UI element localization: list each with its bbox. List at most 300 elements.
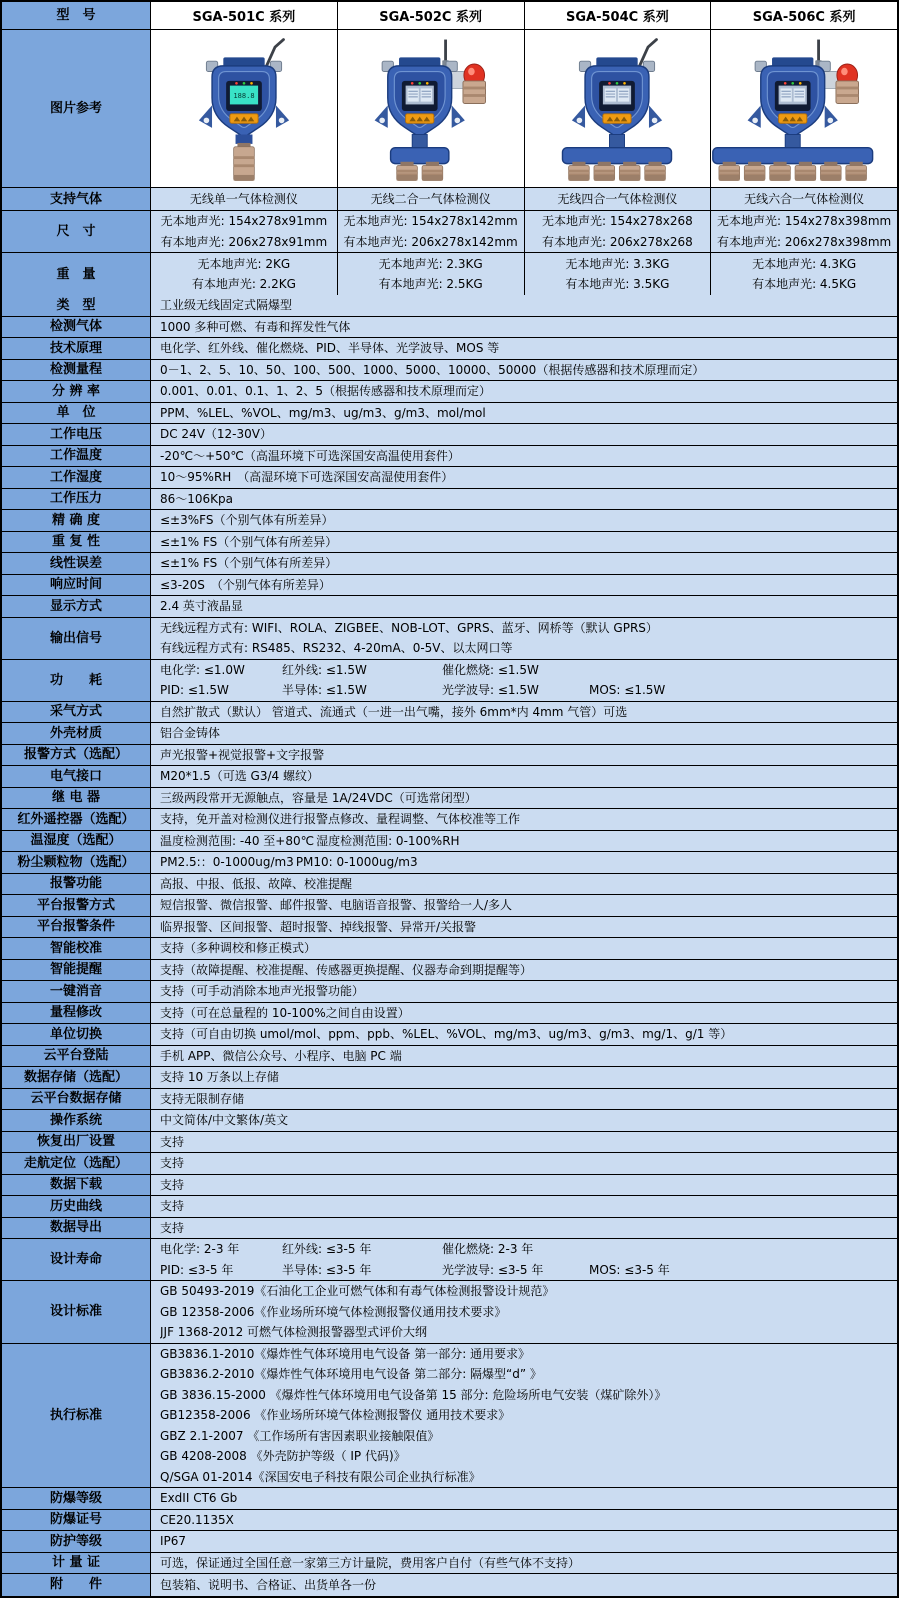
row-value — [150, 467, 897, 488]
spec-row-25 — [2, 874, 897, 896]
spec-row-37 — [2, 1132, 897, 1154]
row-value — [150, 723, 897, 744]
spec-line — [160, 532, 888, 553]
row-value — [150, 295, 897, 316]
row-value — [150, 1281, 897, 1343]
row-label: 计 量 证 — [2, 1553, 150, 1574]
spec-row-16 — [2, 660, 897, 702]
row-label: 精 确 度 — [2, 510, 150, 531]
row-value — [150, 532, 897, 553]
compare-cells — [150, 253, 897, 295]
spec-line — [160, 745, 888, 766]
spec-row-4 — [2, 381, 897, 403]
row-label: 粉尘颗粒物（选配） — [2, 852, 150, 873]
spec-row-23 — [2, 831, 897, 853]
image-row — [2, 30, 897, 188]
row-label: 智能校准 — [2, 938, 150, 959]
spec-segment: CE20.1135X — [160, 1512, 234, 1527]
spec-line — [160, 338, 888, 359]
spec-line — [160, 1553, 888, 1574]
compare-cell-line: 有本地声光: 206x278x398mm — [717, 234, 892, 249]
spec-line — [160, 403, 888, 424]
row-value — [150, 381, 897, 402]
compare-cell — [337, 188, 524, 210]
header-model-3 — [710, 2, 897, 29]
compare-rows — [2, 188, 897, 295]
row-label: 功 耗 — [2, 660, 150, 701]
compare-cell — [710, 253, 897, 295]
row-label: 防爆等级 — [2, 1488, 150, 1509]
compare-cell-line: 无本地声光: 2KG — [197, 256, 291, 271]
row-label: 平台报警条件 — [2, 917, 150, 938]
row-label: 继 电 器 — [2, 788, 150, 809]
image-cell-sga-506c — [710, 30, 897, 187]
spec-line — [160, 1281, 888, 1302]
row-value — [150, 575, 897, 596]
row-label: 防护等级 — [2, 1531, 150, 1552]
row-value — [150, 1153, 897, 1174]
spec-line — [160, 446, 888, 467]
spec-segment: 86～106Kpa — [160, 491, 234, 506]
spec-row-43 — [2, 1281, 897, 1344]
spec-row-47 — [2, 1531, 897, 1553]
compare-cell-line: 无本地声光: 154x278x398mm — [717, 214, 892, 228]
spec-line — [160, 360, 888, 381]
spec-segment: 支持（可在总量程的 10-100%之间自由设置） — [160, 1005, 410, 1020]
row-value — [150, 766, 897, 787]
row-label: 走航定位（选配） — [2, 1153, 150, 1174]
compare-cell-line: 有本地声光: 2.5KG — [378, 277, 483, 291]
spec-row-27 — [2, 917, 897, 939]
spec-line — [160, 575, 888, 596]
spec-line — [160, 553, 888, 574]
spec-segment: ≤±1% FS（个别气体有所差异） — [160, 556, 338, 570]
row-label: 检测量程 — [2, 360, 150, 381]
spec-row-14 — [2, 596, 897, 618]
spec-row-34 — [2, 1067, 897, 1089]
row-label: 电气接口 — [2, 766, 150, 787]
row-label: 工作湿度 — [2, 467, 150, 488]
spec-segment: 支持 — [160, 1199, 185, 1213]
compare-cell — [524, 253, 711, 295]
spec-line — [160, 1344, 888, 1365]
row-value — [150, 1574, 897, 1596]
spec-line — [160, 660, 888, 681]
spec-row-11 — [2, 532, 897, 554]
spec-row-49 — [2, 1574, 897, 1596]
spec-line — [160, 1446, 888, 1467]
row-label: 单位切换 — [2, 1024, 150, 1045]
compare-cell — [337, 211, 524, 252]
spec-segment: PID: ≤1.5W — [160, 683, 229, 697]
spec-segment: 支持（多种调校和修正模式） — [160, 941, 317, 955]
spec-row-19 — [2, 745, 897, 767]
spec-line — [160, 1175, 888, 1196]
spec-segment: 支持 — [160, 1177, 185, 1192]
spec-line — [160, 702, 888, 723]
spec-line — [160, 596, 888, 617]
spec-segment: GB12358-2006 《作业场所环境气体检测报警仪 通用技术要求》 — [160, 1408, 511, 1422]
spec-segment: 有线远程方式有: RS485、RS232、4-20mA、0-5V、以太网口等 — [160, 641, 513, 655]
spec-segment: 红外线: ≤3-5 年 — [282, 1242, 372, 1256]
compare-cell-line: 有本地声光: 206x278x91mm — [160, 234, 328, 249]
compare-cell — [150, 211, 337, 252]
spec-segment: PM10: 0-1000ug/m3 — [295, 855, 418, 869]
spec-segment: 支持，免开盖对检测仪进行报警点修改、量程调整、气体校准等工作 — [160, 812, 521, 826]
compare-cell-line: 有本地声光: 4.5KG — [752, 277, 857, 291]
spec-segment: 2.4 英寸液晶显 — [160, 599, 243, 613]
spec-row-20 — [2, 766, 897, 788]
spec-line — [160, 1067, 888, 1088]
spec-line — [160, 381, 888, 402]
spec-segment: ≤±1% FS（个别气体有所差异） — [160, 534, 338, 549]
spec-line — [160, 1385, 888, 1406]
spec-segment: 催化燃烧: ≤1.5W — [442, 662, 539, 677]
spec-segment: Q/SGA 01-2014《深国安电子科技有限公司企业执行标准》 — [160, 1469, 481, 1484]
row-value — [150, 660, 897, 701]
spec-line — [160, 680, 888, 701]
spec-row-13 — [2, 575, 897, 597]
spec-row-8 — [2, 467, 897, 489]
spec-segment: MOS: ≤3-5 年 — [589, 1262, 670, 1277]
device-image-sga-504c — [522, 35, 712, 185]
spec-line — [160, 852, 888, 873]
spec-segment: 半导体: ≤1.5W — [282, 683, 367, 697]
row-value — [150, 788, 897, 809]
compare-cell — [710, 211, 897, 252]
spec-row-30 — [2, 981, 897, 1003]
spec-segment: 中文简体/中文繁体/英文 — [160, 1113, 289, 1127]
header-model-2 — [524, 2, 711, 29]
row-label: 响应时间 — [2, 575, 150, 596]
spec-row-38 — [2, 1153, 897, 1175]
spec-segment: 支持无限制存储 — [160, 1091, 245, 1106]
spec-line — [160, 723, 888, 744]
device-images — [150, 30, 897, 187]
spec-segment: ≤±3%FS（个别气体有所差异） — [160, 513, 334, 527]
row-value — [150, 702, 897, 723]
compare-cell — [337, 253, 524, 295]
spec-line — [160, 1488, 888, 1509]
row-value — [150, 1110, 897, 1131]
spec-line — [160, 1003, 888, 1024]
row-value — [150, 1024, 897, 1045]
row-label: 外壳材质 — [2, 723, 150, 744]
spec-segment: 湿度检测范围: 0-100%RH — [316, 833, 460, 848]
row-label: 红外遥控器（选配） — [2, 809, 150, 830]
spec-line — [160, 1089, 888, 1110]
header-model-0 — [150, 2, 337, 29]
spec-row-9 — [2, 489, 897, 511]
spec-row-48 — [2, 1553, 897, 1575]
spec-line — [160, 467, 888, 488]
spec-row-36 — [2, 1110, 897, 1132]
row-value — [150, 960, 897, 981]
compare-cell-line: 无线单一气体检测仪 — [189, 191, 298, 206]
spec-row-31 — [2, 1003, 897, 1025]
row-label: 云平台登陆 — [2, 1046, 150, 1067]
spec-line — [160, 1196, 888, 1217]
spec-line — [160, 895, 888, 916]
spec-row-5 — [2, 403, 897, 425]
spec-segment: 支持（故障提醒、校准提醒、传感器更换提醒、仪器寿命到期提醒等） — [160, 962, 533, 977]
compare-cell — [710, 188, 897, 210]
spec-row-39 — [2, 1175, 897, 1197]
spec-row-3 — [2, 360, 897, 382]
image-cell-sga-504c — [524, 30, 711, 187]
row-label: 防爆证号 — [2, 1510, 150, 1531]
compare-cell-line: 无线四合一气体检测仪 — [557, 191, 678, 206]
compare-cell-line: 无线六合一气体检测仪 — [744, 191, 865, 206]
row-value — [150, 1344, 897, 1488]
row-value — [150, 938, 897, 959]
spec-segment: 10～95%RH （高湿环境下可选深国安高湿使用套件） — [160, 470, 454, 484]
spec-segment: GBZ 2.1-2007 《工作场所有害因素职业接触限值》 — [160, 1428, 440, 1443]
spec-row-6 — [2, 424, 897, 446]
row-label: 分 辨 率 — [2, 381, 150, 402]
compare-cell-line: 有本地声光: 206x278x142mm — [343, 234, 518, 249]
spec-segment: 自然扩散式（默认） 管道式、流通式（一进一出气嘴，接外 6mm*内 4mm 气管）可选 — [160, 704, 628, 719]
row-label: 技术原理 — [2, 338, 150, 359]
compare-cell-line: 无本地声光: 154x278x142mm — [343, 214, 518, 228]
spec-row-10 — [2, 510, 897, 532]
row-label: 显示方式 — [2, 596, 150, 617]
row-value — [150, 1132, 897, 1153]
row-label: 支持气体 — [2, 188, 150, 210]
compare-cell-line: 有本地声光: 2.2KG — [191, 277, 296, 291]
row-value — [150, 317, 897, 338]
row-label: 平台报警方式 — [2, 895, 150, 916]
row-label: 报警方式（选配） — [2, 745, 150, 766]
spec-row-42 — [2, 1239, 897, 1281]
compare-cells — [150, 188, 897, 210]
spec-segment: 0－1、2、5、10、50、100、500、1000、5000、10000、50000（根据传感器和技术原理而定） — [160, 362, 705, 377]
compare-cell-line: 无本地声光: 3.3KG — [565, 256, 670, 271]
spec-row-7 — [2, 446, 897, 468]
row-label: 一键消音 — [2, 981, 150, 1002]
row-value — [150, 895, 897, 916]
spec-line — [160, 1531, 888, 1552]
header-model-text: SGA-502C 系列 — [379, 10, 482, 25]
header-model-label: 型 号 — [2, 2, 150, 29]
row-value — [150, 1196, 897, 1217]
row-label: 报警功能 — [2, 874, 150, 895]
row-value — [150, 874, 897, 895]
spec-line — [160, 809, 888, 830]
header-models — [150, 2, 897, 29]
row-value — [150, 338, 897, 359]
compare-row-2 — [2, 253, 897, 295]
spec-row-45 — [2, 1488, 897, 1510]
spec-segment: ExdII CT6 Gb — [160, 1491, 238, 1505]
spec-segment: 临界报警、区间报警、超时报警、掉线报警、异常开/关报警 — [160, 919, 477, 934]
spec-segment: GB3836.2-2010《爆炸性气体环境用电气设备 第二部分: 隔爆型“d” 》 — [160, 1367, 542, 1381]
compare-cell-line: 无本地声光: 4.3KG — [752, 256, 857, 271]
row-label: 量程修改 — [2, 1003, 150, 1024]
spec-segment: 温度检测范围: -40 至+80℃ — [160, 833, 315, 848]
spec-segment: 电化学: 2-3 年 — [160, 1242, 240, 1256]
spec-segment: 包装箱、说明书、合格证、出货单各一份 — [160, 1577, 377, 1592]
spec-segment: 光学波导: ≤1.5W — [442, 683, 539, 697]
spec-line — [160, 510, 888, 531]
row-value — [150, 1553, 897, 1574]
row-value — [150, 1218, 897, 1239]
spec-segment: ≤3-20S （个别气体有所差异） — [160, 577, 331, 592]
spec-line — [160, 1364, 888, 1385]
spec-segment: IP67 — [160, 1534, 187, 1548]
header-model-text: SGA-506C 系列 — [752, 10, 856, 25]
spec-segment: 电化学: ≤1.0W — [160, 662, 245, 677]
row-value — [150, 745, 897, 766]
row-value — [150, 489, 897, 510]
spec-row-15 — [2, 618, 897, 660]
spec-line — [160, 831, 888, 852]
spec-segment: 工业级无线固定式隔爆型 — [160, 298, 293, 312]
compare-cell — [524, 211, 711, 252]
compare-cell-line: 无本地声光: 154x278x268 — [541, 214, 693, 228]
spec-segment: 高报、中报、低报、故障、校准提醒 — [160, 876, 353, 891]
svg-text:188.8: 188.8 — [233, 90, 255, 100]
spec-segment: PPM、%LEL、%VOL、mg/m3、ug/m3、g/m3、mol/mol — [160, 405, 486, 420]
row-value — [150, 1239, 897, 1280]
spec-row-28 — [2, 938, 897, 960]
row-label: 重 量 — [2, 253, 150, 295]
spec-line — [160, 1426, 888, 1447]
spec-line — [160, 1218, 888, 1239]
spec-row-24 — [2, 852, 897, 874]
row-label: 重 复 性 — [2, 532, 150, 553]
spec-segment: 铝合金铸体 — [160, 726, 221, 740]
row-label: 数据导出 — [2, 1218, 150, 1239]
row-label: 工作温度 — [2, 446, 150, 467]
spec-row-33 — [2, 1046, 897, 1068]
device-image-sga-506c — [709, 35, 899, 185]
spec-line — [160, 489, 888, 510]
spec-row-35 — [2, 1089, 897, 1111]
row-value — [150, 553, 897, 574]
spec-line — [160, 638, 888, 659]
spec-segment: 支持（可自由切换 umol/mol、ppm、ppb、%LEL、%VOL、mg/m3、ug/m3、g/m3、mg/1、g/1 等） — [160, 1027, 733, 1041]
row-label: 温湿度（选配） — [2, 831, 150, 852]
row-label: 线性误差 — [2, 553, 150, 574]
row-value — [150, 1089, 897, 1110]
spec-row-22 — [2, 809, 897, 831]
image-row-label: 图片参考 — [2, 30, 150, 187]
row-label: 采气方式 — [2, 702, 150, 723]
spec-segment: GB 12358-2006《作业场所环境气体检测报警仪通用技术要求》 — [160, 1304, 507, 1319]
compare-cell-line: 无本地声光: 2.3KG — [378, 256, 483, 271]
spec-line — [160, 766, 888, 787]
spec-segment: 可选，保证通过全国任意一家第三方计量院，费用客户自付（有些气体不支持） — [160, 1555, 581, 1570]
spec-line — [160, 1132, 888, 1153]
device-image-sga-502c — [336, 35, 526, 185]
spec-segment: 支持 — [160, 1156, 185, 1170]
spec-line — [160, 295, 888, 316]
spec-line — [160, 1024, 888, 1045]
row-value — [150, 917, 897, 938]
compare-cell — [150, 253, 337, 295]
spec-row-26 — [2, 895, 897, 917]
spec-segment: JJF 1368-2012 可燃气体检测报警器型式评价大纲 — [160, 1325, 428, 1339]
spec-row-44 — [2, 1344, 897, 1489]
spec-segment: 电化学、红外线、催化燃烧、PID、半导体、光学波导、MOS 等 — [160, 341, 500, 355]
spec-line — [160, 1302, 888, 1323]
spec-line — [160, 917, 888, 938]
row-value — [150, 446, 897, 467]
spec-line — [160, 1260, 888, 1281]
row-label: 设计寿命 — [2, 1239, 150, 1280]
spec-line — [160, 1046, 888, 1067]
row-label: 工作压力 — [2, 489, 150, 510]
spec-segment: MOS: ≤1.5W — [589, 683, 666, 697]
spec-segment: GB3836.1-2010《爆炸性气体环境用电气设备 第一部分: 通用要求》 — [160, 1346, 531, 1361]
spec-segment: 手机 APP、微信公众号、小程序、电脑 PC 端 — [160, 1048, 402, 1063]
spec-line — [160, 1322, 888, 1343]
spec-row-46 — [2, 1510, 897, 1532]
spec-line — [160, 938, 888, 959]
row-value — [150, 510, 897, 531]
spec-segment: PM2.5:：0-1000ug/m3 — [160, 855, 294, 869]
spec-segment: M20*1.5（可选 G3/4 螺纹） — [160, 769, 319, 783]
row-value — [150, 403, 897, 424]
spec-segment: 短信报警、微信报警、邮件报警、电脑语音报警、报警给一人/多人 — [160, 898, 513, 912]
spec-line — [160, 1239, 888, 1260]
spec-line — [160, 788, 888, 809]
row-value — [150, 596, 897, 617]
row-value — [150, 852, 897, 873]
row-value — [150, 981, 897, 1002]
row-value — [150, 1488, 897, 1509]
spec-segment: DC 24V（12-30V） — [160, 427, 272, 441]
row-label: 数据存储（选配） — [2, 1067, 150, 1088]
spec-segment: GB 4208-2008 《外壳防护等级（ IP 代码)》 — [160, 1449, 406, 1463]
spec-segment: 催化燃烧: 2-3 年 — [442, 1242, 534, 1256]
row-label: 输出信号 — [2, 618, 150, 659]
spec-row-12 — [2, 553, 897, 575]
spec-line — [160, 618, 888, 639]
spec-segment: -20℃～+50℃（高温环境下可选深国安高温使用套件） — [160, 448, 460, 463]
row-label: 恢复出厂设置 — [2, 1132, 150, 1153]
row-value — [150, 618, 897, 659]
spec-segment: PID: ≤3-5 年 — [160, 1262, 234, 1277]
compare-cell-line: 有本地声光: 3.5KG — [565, 277, 670, 291]
image-cell-sga-501c — [150, 30, 337, 187]
spec-segment: 三级两段常开无源触点，容量是 1A/24VDC（可选常闭型） — [160, 790, 477, 805]
spec-line — [160, 1575, 888, 1596]
compare-cell-line: 有本地声光: 206x278x268 — [541, 234, 693, 249]
row-label: 执行标准 — [2, 1344, 150, 1488]
spec-rows-group — [2, 295, 897, 1596]
row-value — [150, 360, 897, 381]
compare-cells — [150, 211, 897, 252]
row-label: 云平台数据存储 — [2, 1089, 150, 1110]
row-value — [150, 1046, 897, 1067]
row-value — [150, 1067, 897, 1088]
spec-segment: GB 50493-2019《石油化工企业可燃气体和有毒气体检测报警设计规范》 — [160, 1284, 555, 1298]
row-label: 历史曲线 — [2, 1196, 150, 1217]
spec-row-40 — [2, 1196, 897, 1218]
row-value — [150, 1003, 897, 1024]
spec-row-17 — [2, 702, 897, 724]
spec-segment: 红外线: ≤1.5W — [282, 662, 367, 677]
spec-row-0 — [2, 295, 897, 317]
spec-segment: 半导体: ≤3-5 年 — [282, 1262, 372, 1277]
spec-line — [160, 1153, 888, 1174]
spec-row-41 — [2, 1218, 897, 1240]
spec-segment: 0.001、0.01、0.1、1、2、5（根据传感器和技术原理而定） — [160, 384, 492, 398]
compare-cell-line: 无线二合一气体检测仪 — [370, 191, 491, 206]
row-label: 工作电压 — [2, 424, 150, 445]
